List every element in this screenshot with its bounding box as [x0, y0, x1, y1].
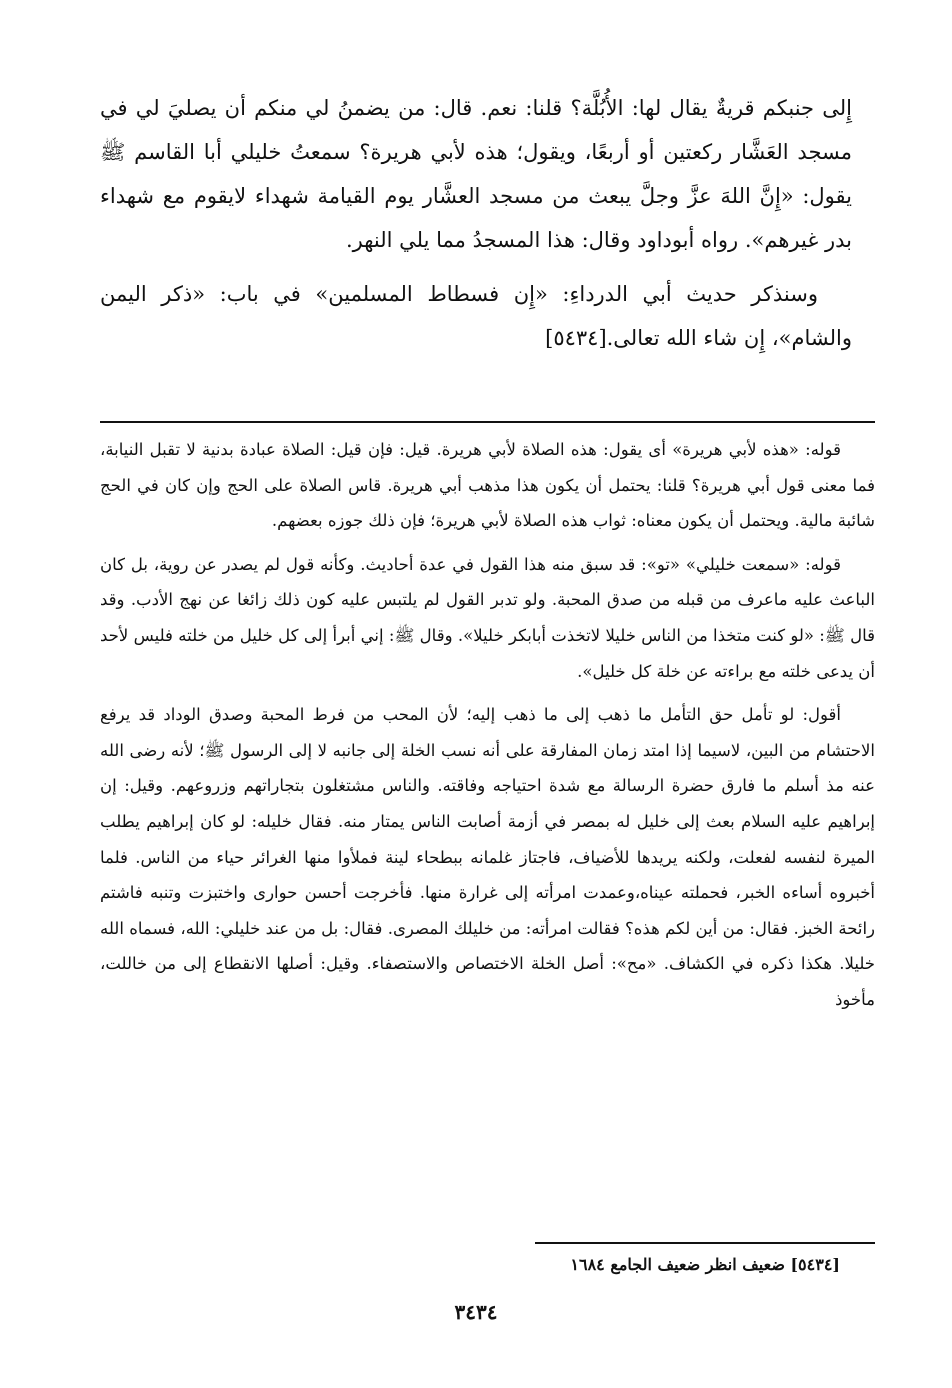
commentary-paragraph: أقول: لو تأمل حق التأمل ما ذهب إلى ما ذهب إليه؛ لأن المحب من فرط المحبة وصدق الوداد قد يرفع الاحتشام من البين، لاسيما إذا امتد زمان المفارقة على أنه نسب الخلة إلى جانبه لا إلى الرسول ﷺ؛ لأنه رضى الله عنه مذ أسلم ما فارق حضرة الرسالة مع شدة احتياجه وفاقته. والناس مشتغلون بتجاراتهم وزروعهم. وقيل: إن إبراهيم عليه السلام بعث إلى خليل له بمصر في أزمة أصابت الناس يمتار منه. فقال خليله: لو كان إبراهيم يطلب الميرة لنفسه لفعلت، ولكنه يريدها للأضياف، فاجتاز غلمانه ببطحاء لينة فملأوا منها الغرائر حياء من الناس. فلما أخبروه أساءه الخبر، فحملته عيناه،وعمدت امرأته إلى غرارة منها. فأخرجت أحسن حوارى واختبزت وتنبه فاشتم رائحة الخبز. فقال: من أين لكم هذه؟ فقالت امرأته: من خليلك المصرى. فقال: بل من عند خليلي: الله، فسماه الله خليلا. هكذا ذكره في الكشاف. «مح»: أصل الخلة الاختصاص والاستصفاء. وقيل: أصلها الانقطاع إلى من خاللت، مأخوذ	[100, 705, 875, 1009]
footnote-divider	[535, 1242, 875, 1244]
hadith-paragraph: وسنذكر حديث أبي الدرداءِ: «إِن فسطاط المسلمين» في باب: «ذكر اليمن والشام»، إِن شاء الله تعالى.[٥٤٣٤]	[100, 282, 852, 350]
commentary-paragraph: قوله: «هذه لأبي هريرة» أى يقول: هذه الصلاة لأبي هريرة. قيل: فإن قيل: الصلاة عبادة بدنية لا تقبل النيابة، فما معنى قول أبي هريرة؟ قلنا: يحتمل أن يكون هذا مذهب أبي هريرة. قاس الصلاة على الحج وإن كان في الحج شائبة مالية. ويحتمل أن يكون معناه: ثواب هذه الصلاة لأبي هريرة؛ فإن ذلك جوزه بعضهم.	[100, 440, 875, 531]
page-number: ٣٤٣٤	[454, 1300, 498, 1324]
section-divider	[100, 421, 875, 423]
commentary-text	[100, 432, 875, 1018]
footnote: [٥٤٣٤] ضعيف انظر ضعيف الجامع ١٦٨٤	[570, 1255, 840, 1274]
hadith-text	[100, 86, 852, 360]
hadith-paragraph: إِلى جنبكم قريةٌ يقال لها: الأُبُلَّة؟ قلنا: نعم. قال: من يضمنُ لي منكم أن يصليَ لي في مسجد العَشَّار ركعتين أو أربعًا، ويقول؛ هذه لأبي هريرة؟ سمعتُ خليلي أبا القاسم ﷺ يقول: «إِنَّ اللهَ عزَّ وجلَّ يبعث من مسجد العشَّار يوم القيامة شهداء لايقوم مع شهداء بدر غيرهم». رواه أبوداود وقال: هذا المسجدُ مما يلي النهر.	[100, 96, 852, 252]
commentary-paragraph: قوله: «سمعت خليلي» «تو»: قد سبق منه هذا القول في عدة أحاديث. وكأنه قول لم يصدر عن روية، بل كان الباعث عليه ماعرف من قبله من صدق المحبة. ولو تدبر القول لم يلتبس عليه كون ذلك زائغا عن نهج الأدب. وقد قال ﷺ: «لو كنت متخذا من الناس خليلا لاتخذت أبابكر خليلا». وقال ﷺ: إني أبرأ إلى كل خليل من خلته فليس لأحد أن يدعى خلته مع براءته عن خلة كل خليل».	[100, 554, 875, 681]
